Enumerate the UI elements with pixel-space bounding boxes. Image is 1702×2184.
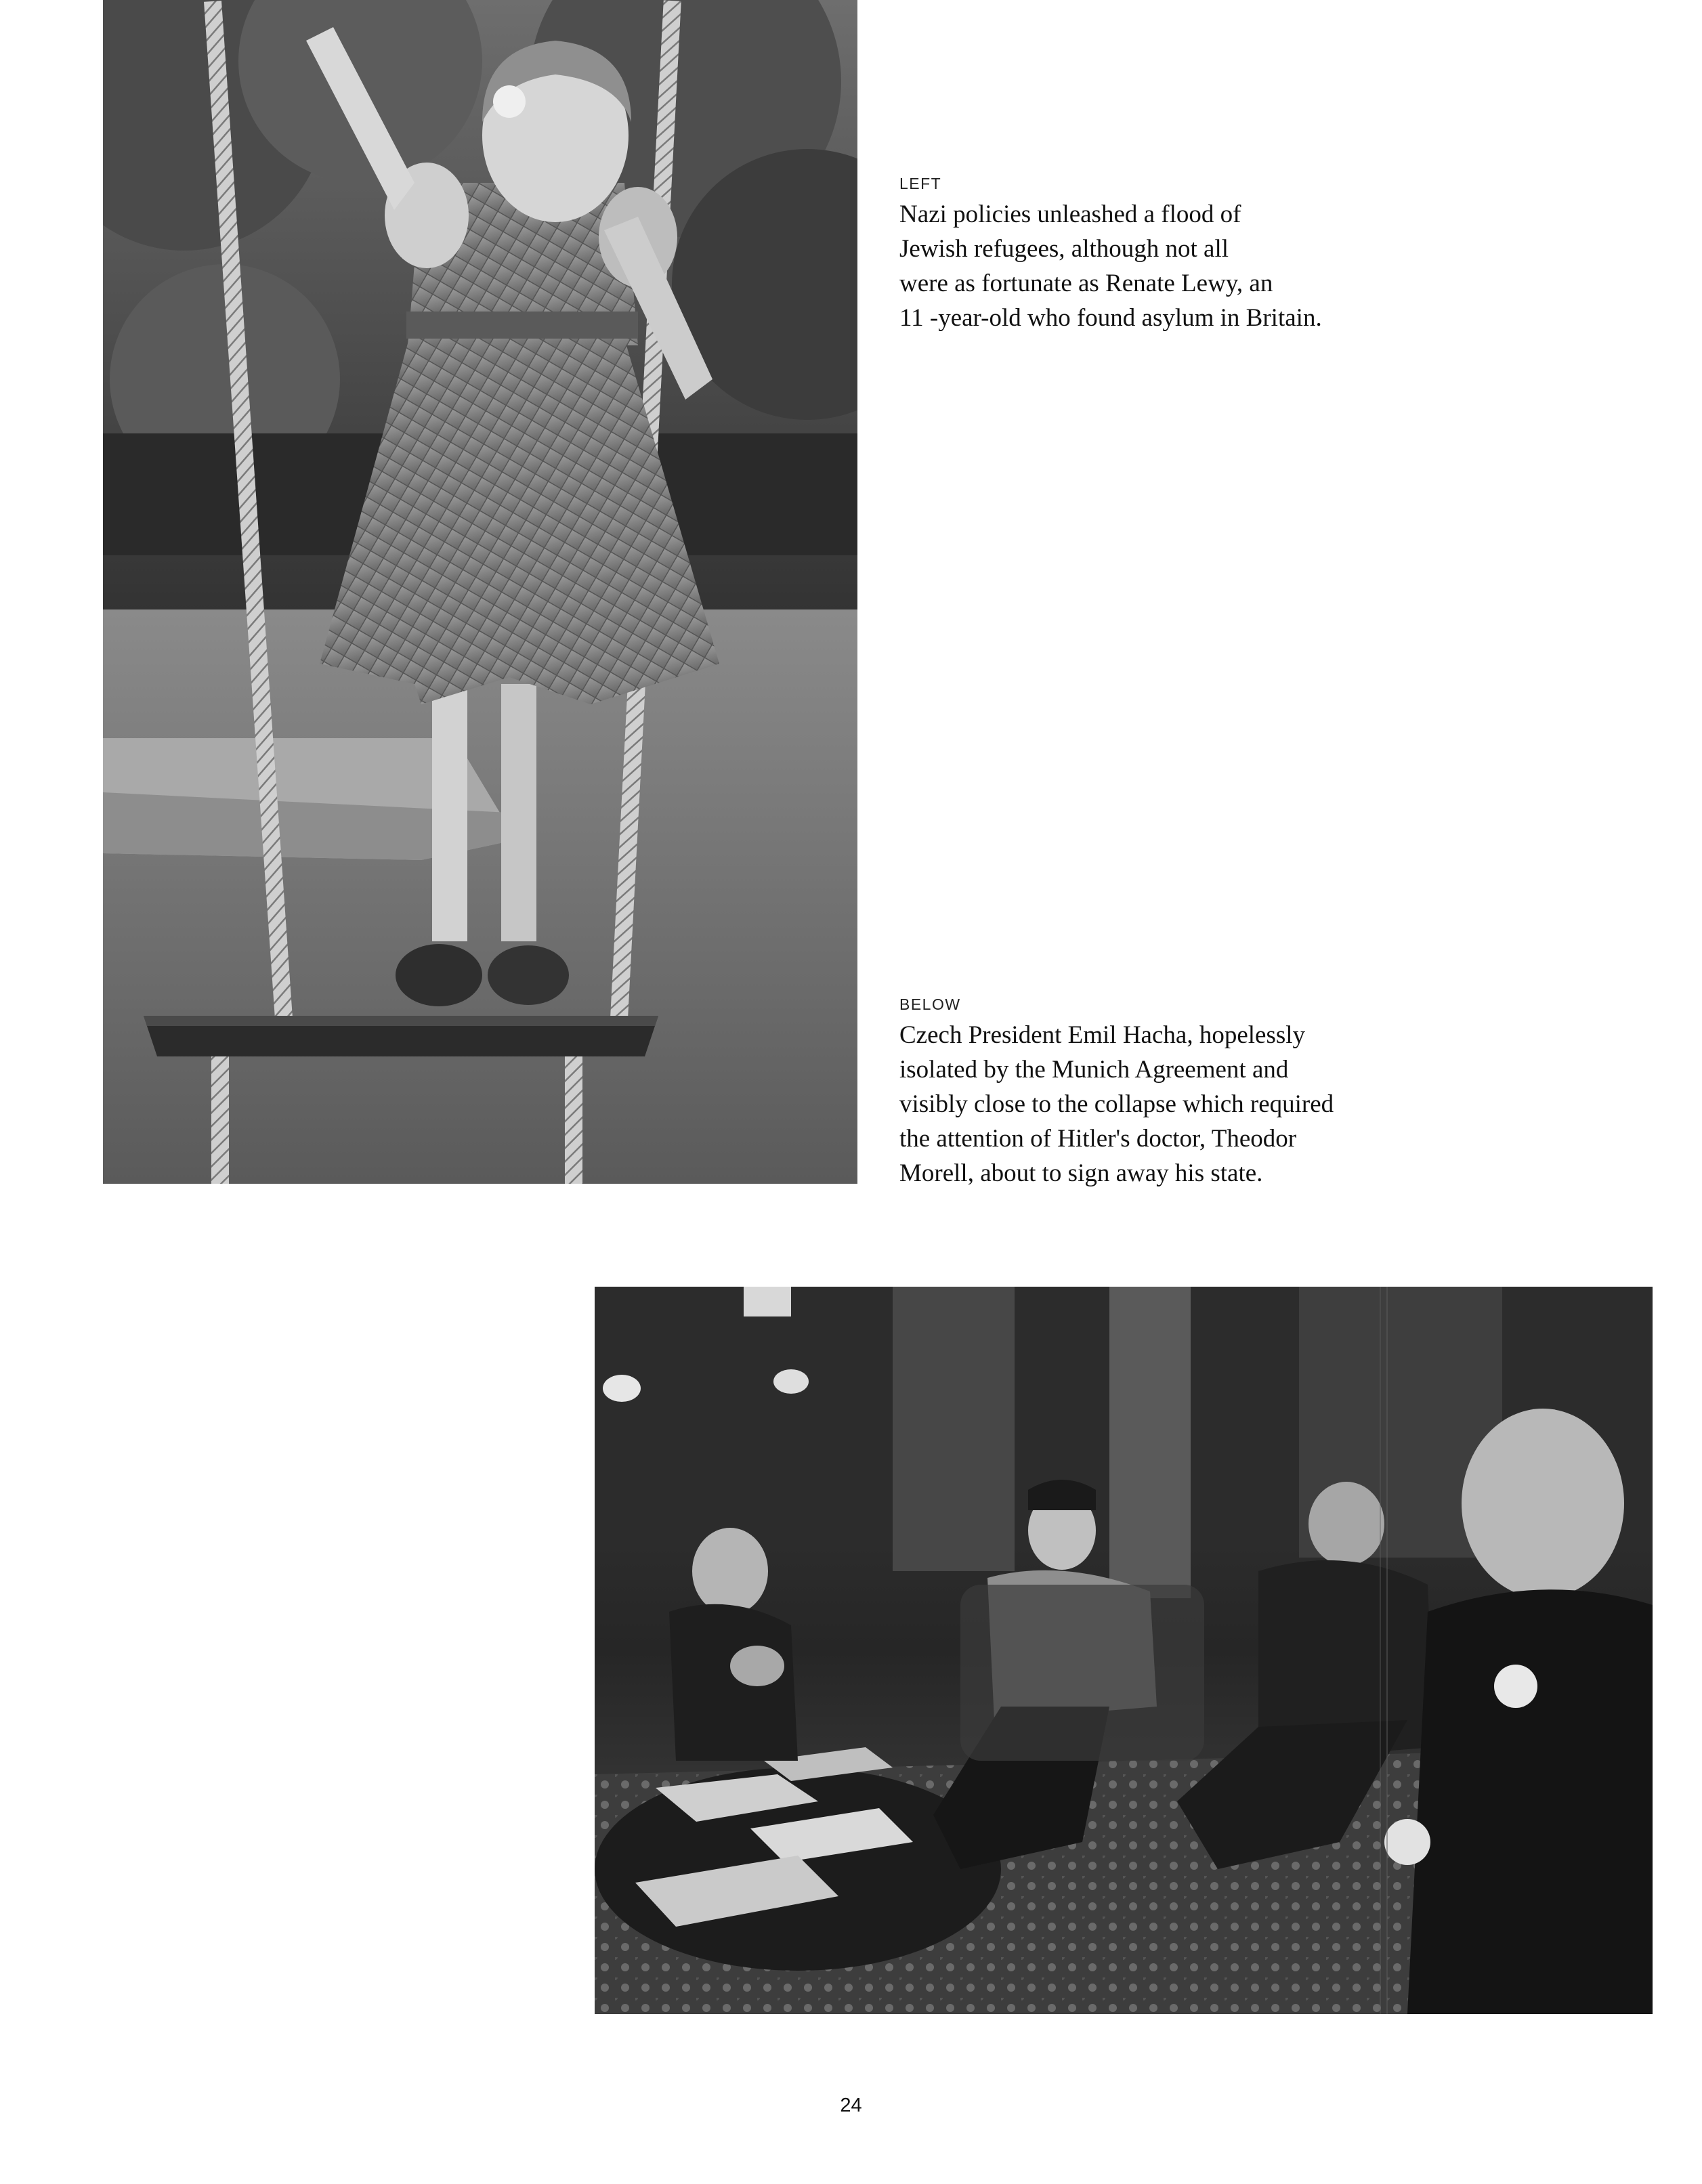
caption-below-line: Morell, about to sign away his state. xyxy=(899,1159,1263,1187)
photo-girl-on-swing-image xyxy=(103,0,857,1184)
photo-hacha-meeting xyxy=(595,1287,1653,2014)
caption-left-line: Nazi policies unleashed a flood of xyxy=(899,200,1241,228)
caption-below-line: the attention of Hitler's doctor, Theodor xyxy=(899,1125,1297,1153)
caption-below xyxy=(899,995,1414,1191)
caption-below-label: BELOW xyxy=(899,995,961,1013)
caption-left-line: were as fortunate as Renate Lewy, an xyxy=(899,270,1273,297)
photo-hacha-meeting-image xyxy=(595,1287,1653,2014)
caption-below-line: Czech President Emil Hacha, hopelessly xyxy=(899,1021,1306,1049)
photo-girl-on-swing xyxy=(103,0,857,1184)
caption-below-line: isolated by the Munich Agreement and xyxy=(899,1056,1289,1084)
caption-below-line: visibly close to the collapse which required xyxy=(899,1090,1334,1118)
caption-left xyxy=(899,175,1414,335)
caption-left-line: 11 -year-old who found asylum in Britain. xyxy=(899,304,1322,332)
caption-left-line: Jewish refugees, although not all xyxy=(899,235,1229,263)
caption-left-label: LEFT xyxy=(899,175,942,192)
page-number: 24 xyxy=(840,2095,862,2116)
